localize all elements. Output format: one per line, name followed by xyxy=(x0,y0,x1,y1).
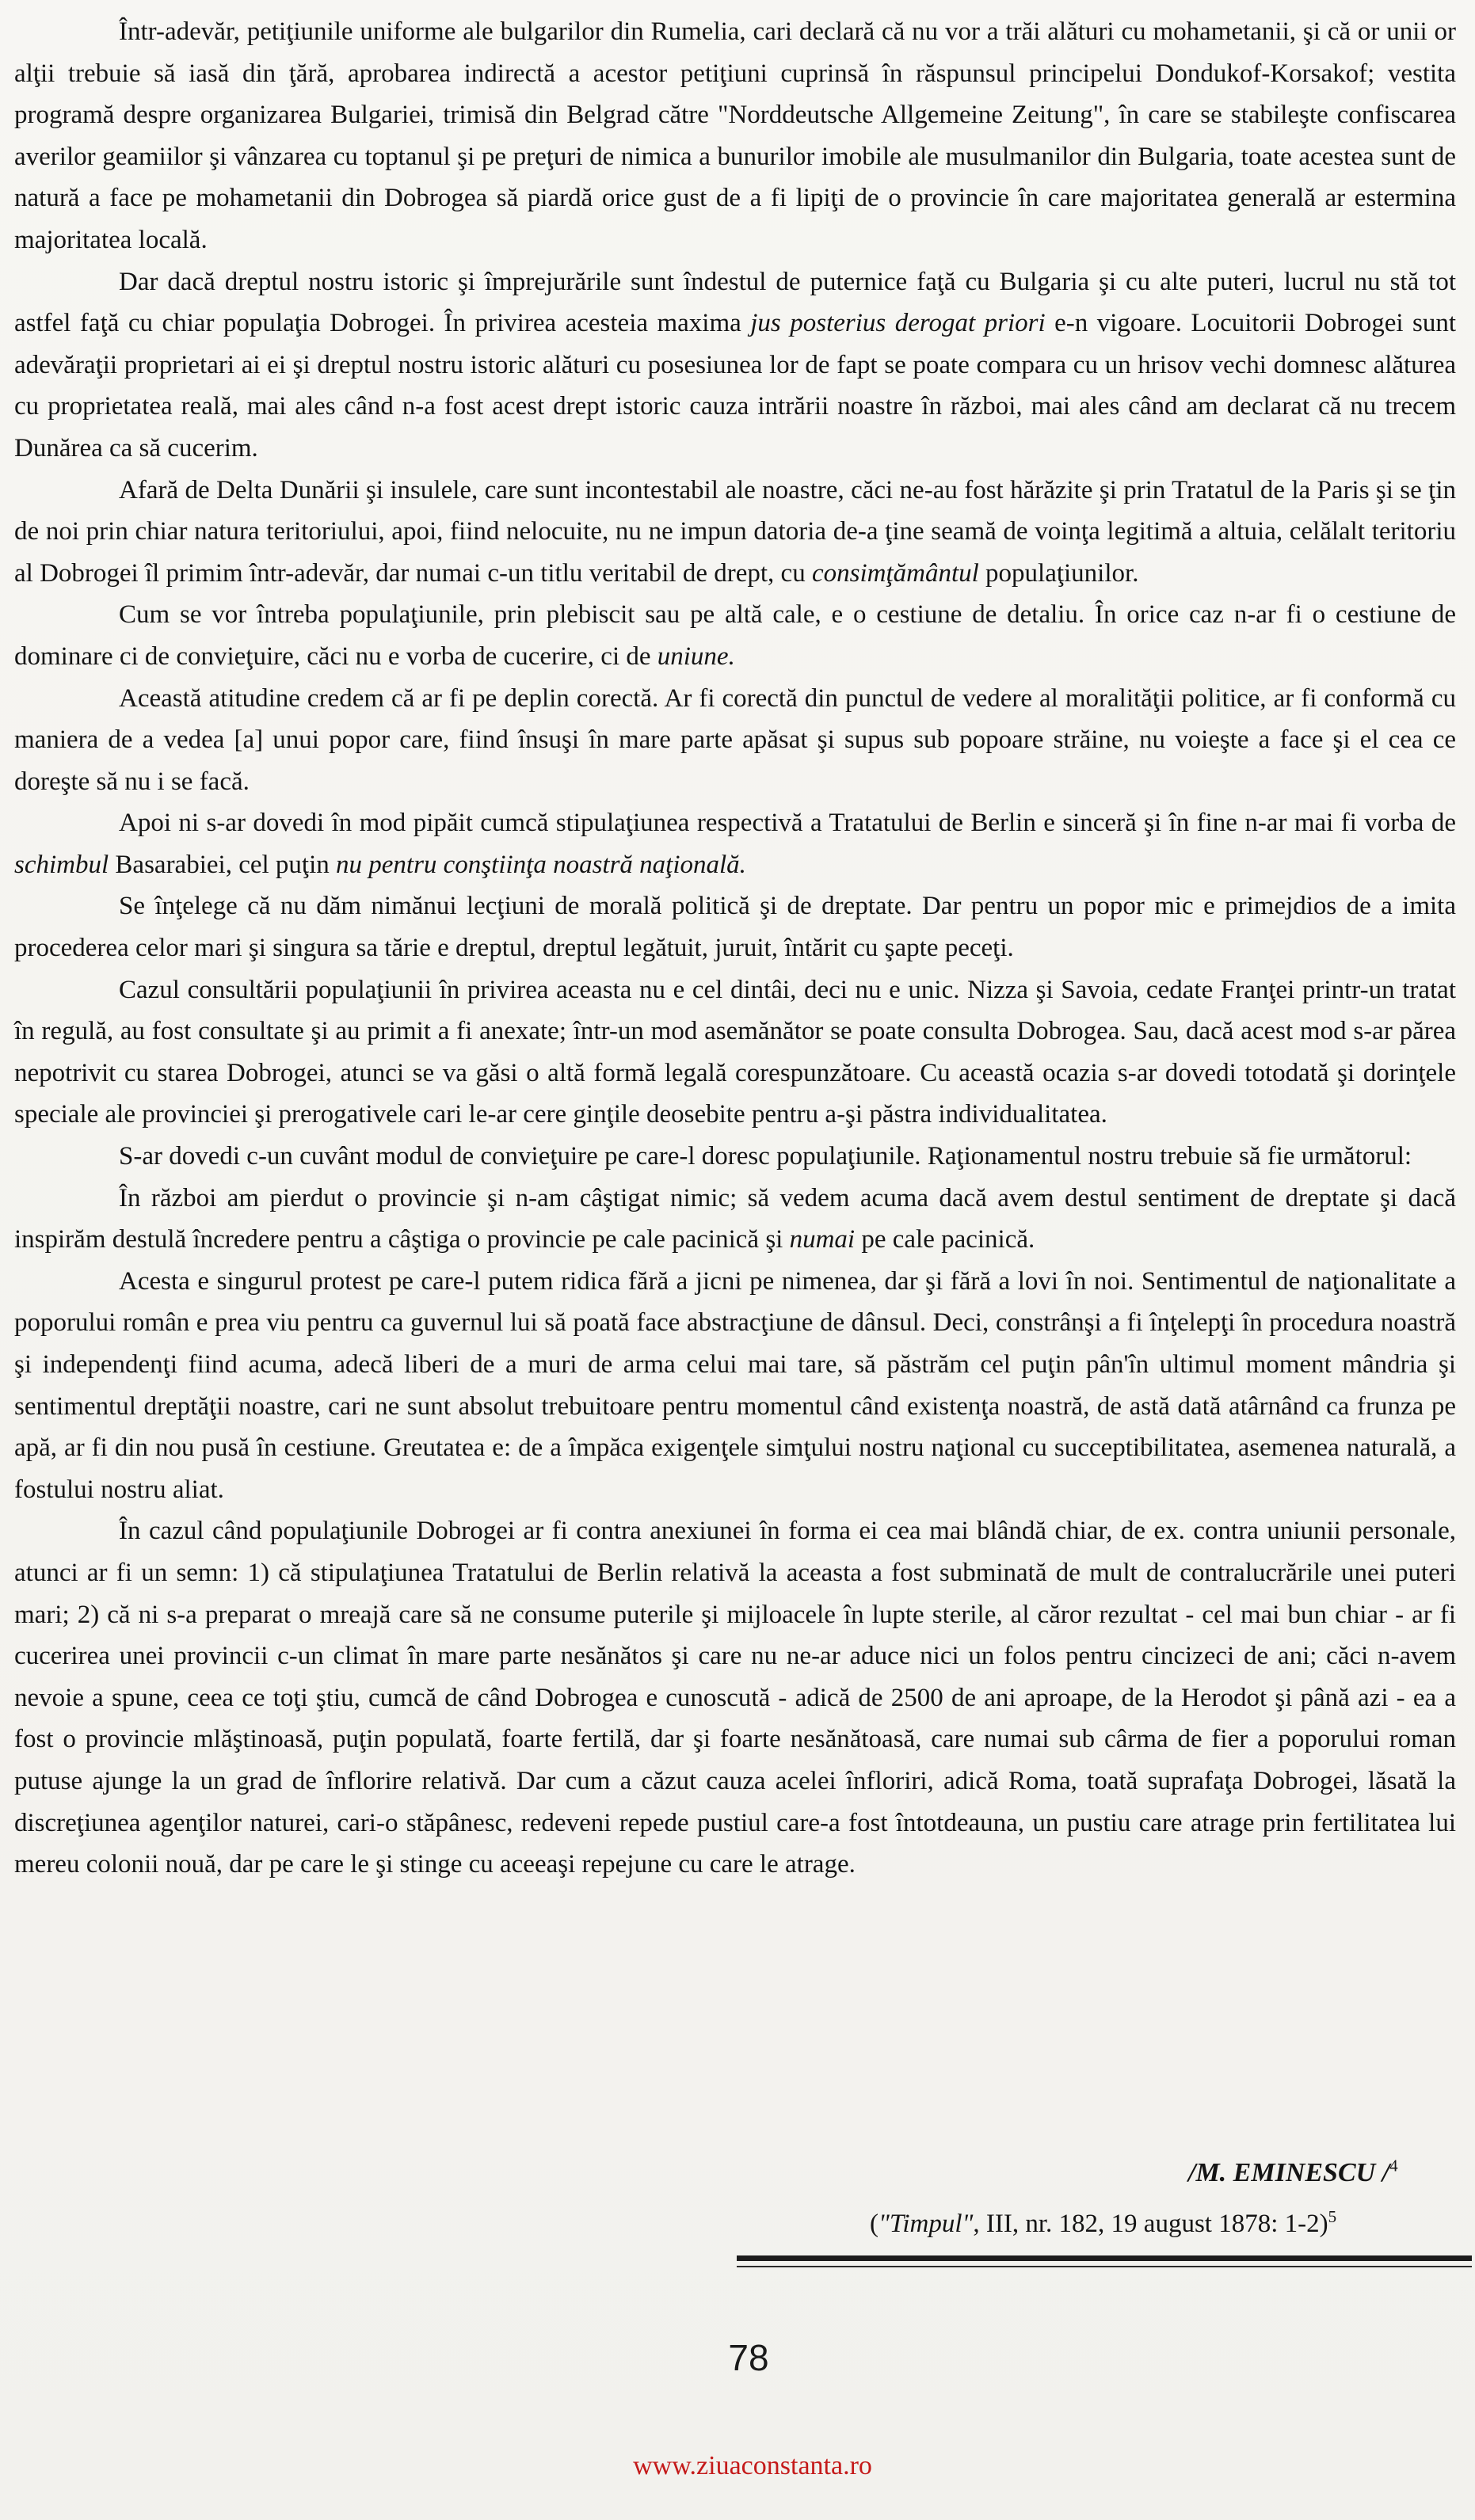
article-paragraph xyxy=(14,470,1456,595)
italic-phrase: uniune. xyxy=(657,641,735,671)
italic-phrase: numai xyxy=(789,1225,856,1254)
author-name: /M. EMINESCU / xyxy=(1188,2158,1390,2187)
page-number: 78 xyxy=(728,2337,769,2378)
paragraph-text: populaţiunilor. xyxy=(978,558,1139,588)
paragraph-text: În cazul când populaţiunile Dobrogei ar fi contra anexiunei în forma ei cea mai blândă chiar, de ex. contra uniunii personale, atunci ar fi un semn: 1) că stipulaţiunea Tratatului de Berlin relativă la aceasta a fost subminată de mult de contralucrările unei puteri mari; 2) că ni s-a preparat o mreajă care să ne consume puterile şi mijloacele în lupte sterile, al căror rezultat - cel mai bun chiar - ar fi cucerirea unei provincii c-un climat în mare parte nesănătos şi care nu ne-ar aduce nici un folos pentru cincizeci de ani; căci n-avem nevoie a spune, ceea ce toţi ştiu, cumcă de când Dobrogea e cunoscută - adică de 2500 de ani aproape, de la Herodot şi până azi - ea a fost o provincie mlăştinoasă, puţin populată, foarte fertilă, dar şi foarte nesănătoasă, care numai sub cârma de fier a poporului roman putuse ajunge la un grad de înflorire relativă. Dar cum a căzut cauza acelei înfloriri, adică Roma, toată suprafaţa Dobrogei, lăsată la discreţiunea agenţilor naturei, cari-o stăpânesc, redeveni repede pustiul care-a fost întotdeauna, un pustiu care atrage prin fertilitatea lui mereu colonii nouă, dar pe care le şi stinge cu aceeaşi repejune cu care le atrage. xyxy=(14,1517,1456,1879)
site-url-link[interactable]: www.ziuaconstanta.ro xyxy=(633,2451,872,2480)
article-paragraph xyxy=(14,594,1456,677)
footnote-mark-4: 4 xyxy=(1389,2156,1398,2175)
paragraph-text: În război am pierdut o provincie şi n-am câştigat nimic; să vedem acuma dacă avem destul sentiment de dreptate şi dacă inspirăm destulă încredere pentru a câştiga o provincie pe cale pacinică şi xyxy=(14,1183,1456,1254)
article-paragraph xyxy=(14,885,1456,969)
paragraph-text: Se înţelege că nu dăm nimănui lecţiuni de morală politică şi de dreptate. Dar pentru un popor mic e primejdios de a imita procederea celor mari şi singura sa tărie e dreptul, dreptul legătuit, juruit, întărit cu şapte peceţi. xyxy=(14,892,1456,963)
article-paragraph xyxy=(14,261,1456,470)
article-body xyxy=(14,11,1456,1886)
author-signature xyxy=(1188,2158,1465,2188)
article-paragraph xyxy=(14,802,1456,885)
article-paragraph xyxy=(14,678,1456,803)
paragraph-text: Basarabiei, cel puţin xyxy=(109,850,336,879)
citation-details: , III, nr. 182, 19 august 1878: 1-2) xyxy=(973,2210,1328,2238)
paragraph-text: S-ar dovedi c-un cuvânt modul de convieţuire pe care-l doresc populaţiunile. Raţionamentul nostru trebuie să fie următorul: xyxy=(119,1142,1412,1171)
italic-phrase: nu pentru conştiinţa noastră naţională. xyxy=(336,850,746,879)
paragraph-text: Într-adevăr, petiţiunile uniforme ale bulgarilor din Rumelia, cari declară că nu vor a trăi alături cu mohametanii, şi că or unii or alţii trebuie să iasă din ţără, aprobarea indirectă a acestor petiţiuni cuprinsă în răspunsul principelui Dondukof-Korsakof; vestita programă despre organizarea Bulgariei, trimisă din Belgrad către "Norddeutsche Allgemeine Zeitung", în care se stabileşte confiscarea averilor geamiilor şi vânzarea cu toptanul şi pe preţuri de nimica a bunurilor imobile ale musulmanilor din Bulgaria, toate acestea sunt de natură a face pe mohametanii din Dobrogea să piardă orice gust de a fi lipiţi de o provincie în care majoritatea generală ar estermina majoritatea locală. xyxy=(14,17,1456,254)
paragraph-text: e-n vigoare. Locuitorii Dobrogei sunt adevăraţii proprietari ai ei şi dreptul nostru istoric alături cu posesiunea lor de fapt se poate compara cu un hrisov vechi domnesc alăturea cu proprietatea reală, mai ales când n-a fost acest drept istoric cauza intrării noastre în război, mai ales când am declarat că nu trecem Dunărea ca să cucerim. xyxy=(14,309,1456,463)
paragraph-text: Această atitudine credem că ar fi pe deplin corectă. Ar fi corectă din punctul de vedere al moralităţii politice, ar fi conformă cu maniera de a vedea [a] unui popor care, fiind însuşi în mare parte apăsat şi supus sub popoare străine, nu voieşte a face şi el cea ce doreşte să nu i se facă. xyxy=(14,683,1456,796)
footnote-mark-5: 5 xyxy=(1328,2207,1337,2226)
article-paragraph xyxy=(14,1510,1456,1885)
italic-phrase: schimbul xyxy=(14,850,109,879)
article-paragraph xyxy=(14,969,1456,1136)
paragraph-text: Cum se vor întreba populaţiunile, prin plebiscit sau pe altă cale, e o cestiune de detaliu. În orice caz n-ar fi o cestiune de dominare ci de convieţuire, căci nu e vorba de cucerire, ci de xyxy=(14,600,1456,671)
paragraph-text: Afară de Delta Dunării şi insulele, care sunt incontestabil ale noastre, căci ne-au fost hărăzite şi prin Tratatul de la Paris şi se ţin de noi prin chiar natura teritoriului, apoi, fiind nelocuite, nu ne impun datoria de-a ţine seamă de voinţa legitimă a altuia, celălalt teritoriu al Dobrogei îl primim într-adevăr, dar numai c-un titlu veritabil de drept, cu xyxy=(14,475,1456,588)
article-paragraph xyxy=(14,1261,1456,1511)
end-rule-thin xyxy=(737,2266,1472,2267)
paragraph-text: pe cale pacinică. xyxy=(855,1225,1035,1254)
italic-phrase: consimţământul xyxy=(811,558,979,588)
article-paragraph xyxy=(14,1136,1456,1178)
article-paragraph xyxy=(14,1178,1456,1261)
paragraph-text: Dar dacă dreptul nostru istoric şi împrejurările sunt îndestul de puternice faţă cu Bulgaria şi cu alte puteri, lucrul nu stă tot astfel faţă cu chiar populaţia Dobrogei. În privirea acesteia maxima xyxy=(14,267,1456,338)
citation-open: ( xyxy=(870,2210,879,2238)
source-citation xyxy=(870,2207,1472,2239)
paragraph-text: Acesta e singurul protest pe care-l putem ridica fără a jicni pe nimenea, dar şi fără a lovi în noi. Sentimentul de naţionalitate a poporului român e prea viu pentru ca guvernul lui să poată face abstracţiune de dânsul. Deci, constrânşi a fi înţelepţi în procedura noastră şi independenţi fiind acuma, adecă liberi de a muri de arma celui mai tare, să păstrăm cel puţin pân'în ultimul moment mândria şi sentimentul dreptăţii noastre, cari ne sunt absolut trebuitoare pentru momentul când existenţa noastră, de astă dată atârnând ca frunza pe apă, ar fi din nou pusă în cestiune. Greutatea e: de a împăca exigenţele simţului nostru naţional cu succeptibilitatea, asemenea naturală, a fostului nostru aliat. xyxy=(14,1266,1456,1504)
citation-publication: "Timpul" xyxy=(879,2210,974,2238)
article-paragraph xyxy=(14,11,1456,261)
end-rule-thick xyxy=(737,2255,1472,2261)
paragraph-text: Cazul consultării populaţiunii în privirea aceasta nu e cel dintâi, deci nu e unic. Nizza şi Savoia, cedate Franţei printr-un tratat în regulă, au fost consultate şi au primit a fi anexate; într-un mod asemănător se poate consulta Dobrogea. Sau, dacă acest mod s-ar părea nepotrivit cu starea Dobrogei, atunci se va găsi o altă formă legală corespunzătoare. Cu această ocazia s-ar dovedi totodată şi dorinţele speciale ale provinciei şi prerogativele cari le-ar cere ginţile deosebite pentru a-şi păstra individualitatea. xyxy=(14,975,1456,1129)
italic-phrase: jus posterius derogat priori xyxy=(750,309,1046,338)
paragraph-text: Apoi ni s-ar dovedi în mod pipăit cumcă stipulaţiunea respectivă a Tratatului de Berlin e sinceră şi în fine n-ar mai fi vorba de xyxy=(119,809,1456,838)
